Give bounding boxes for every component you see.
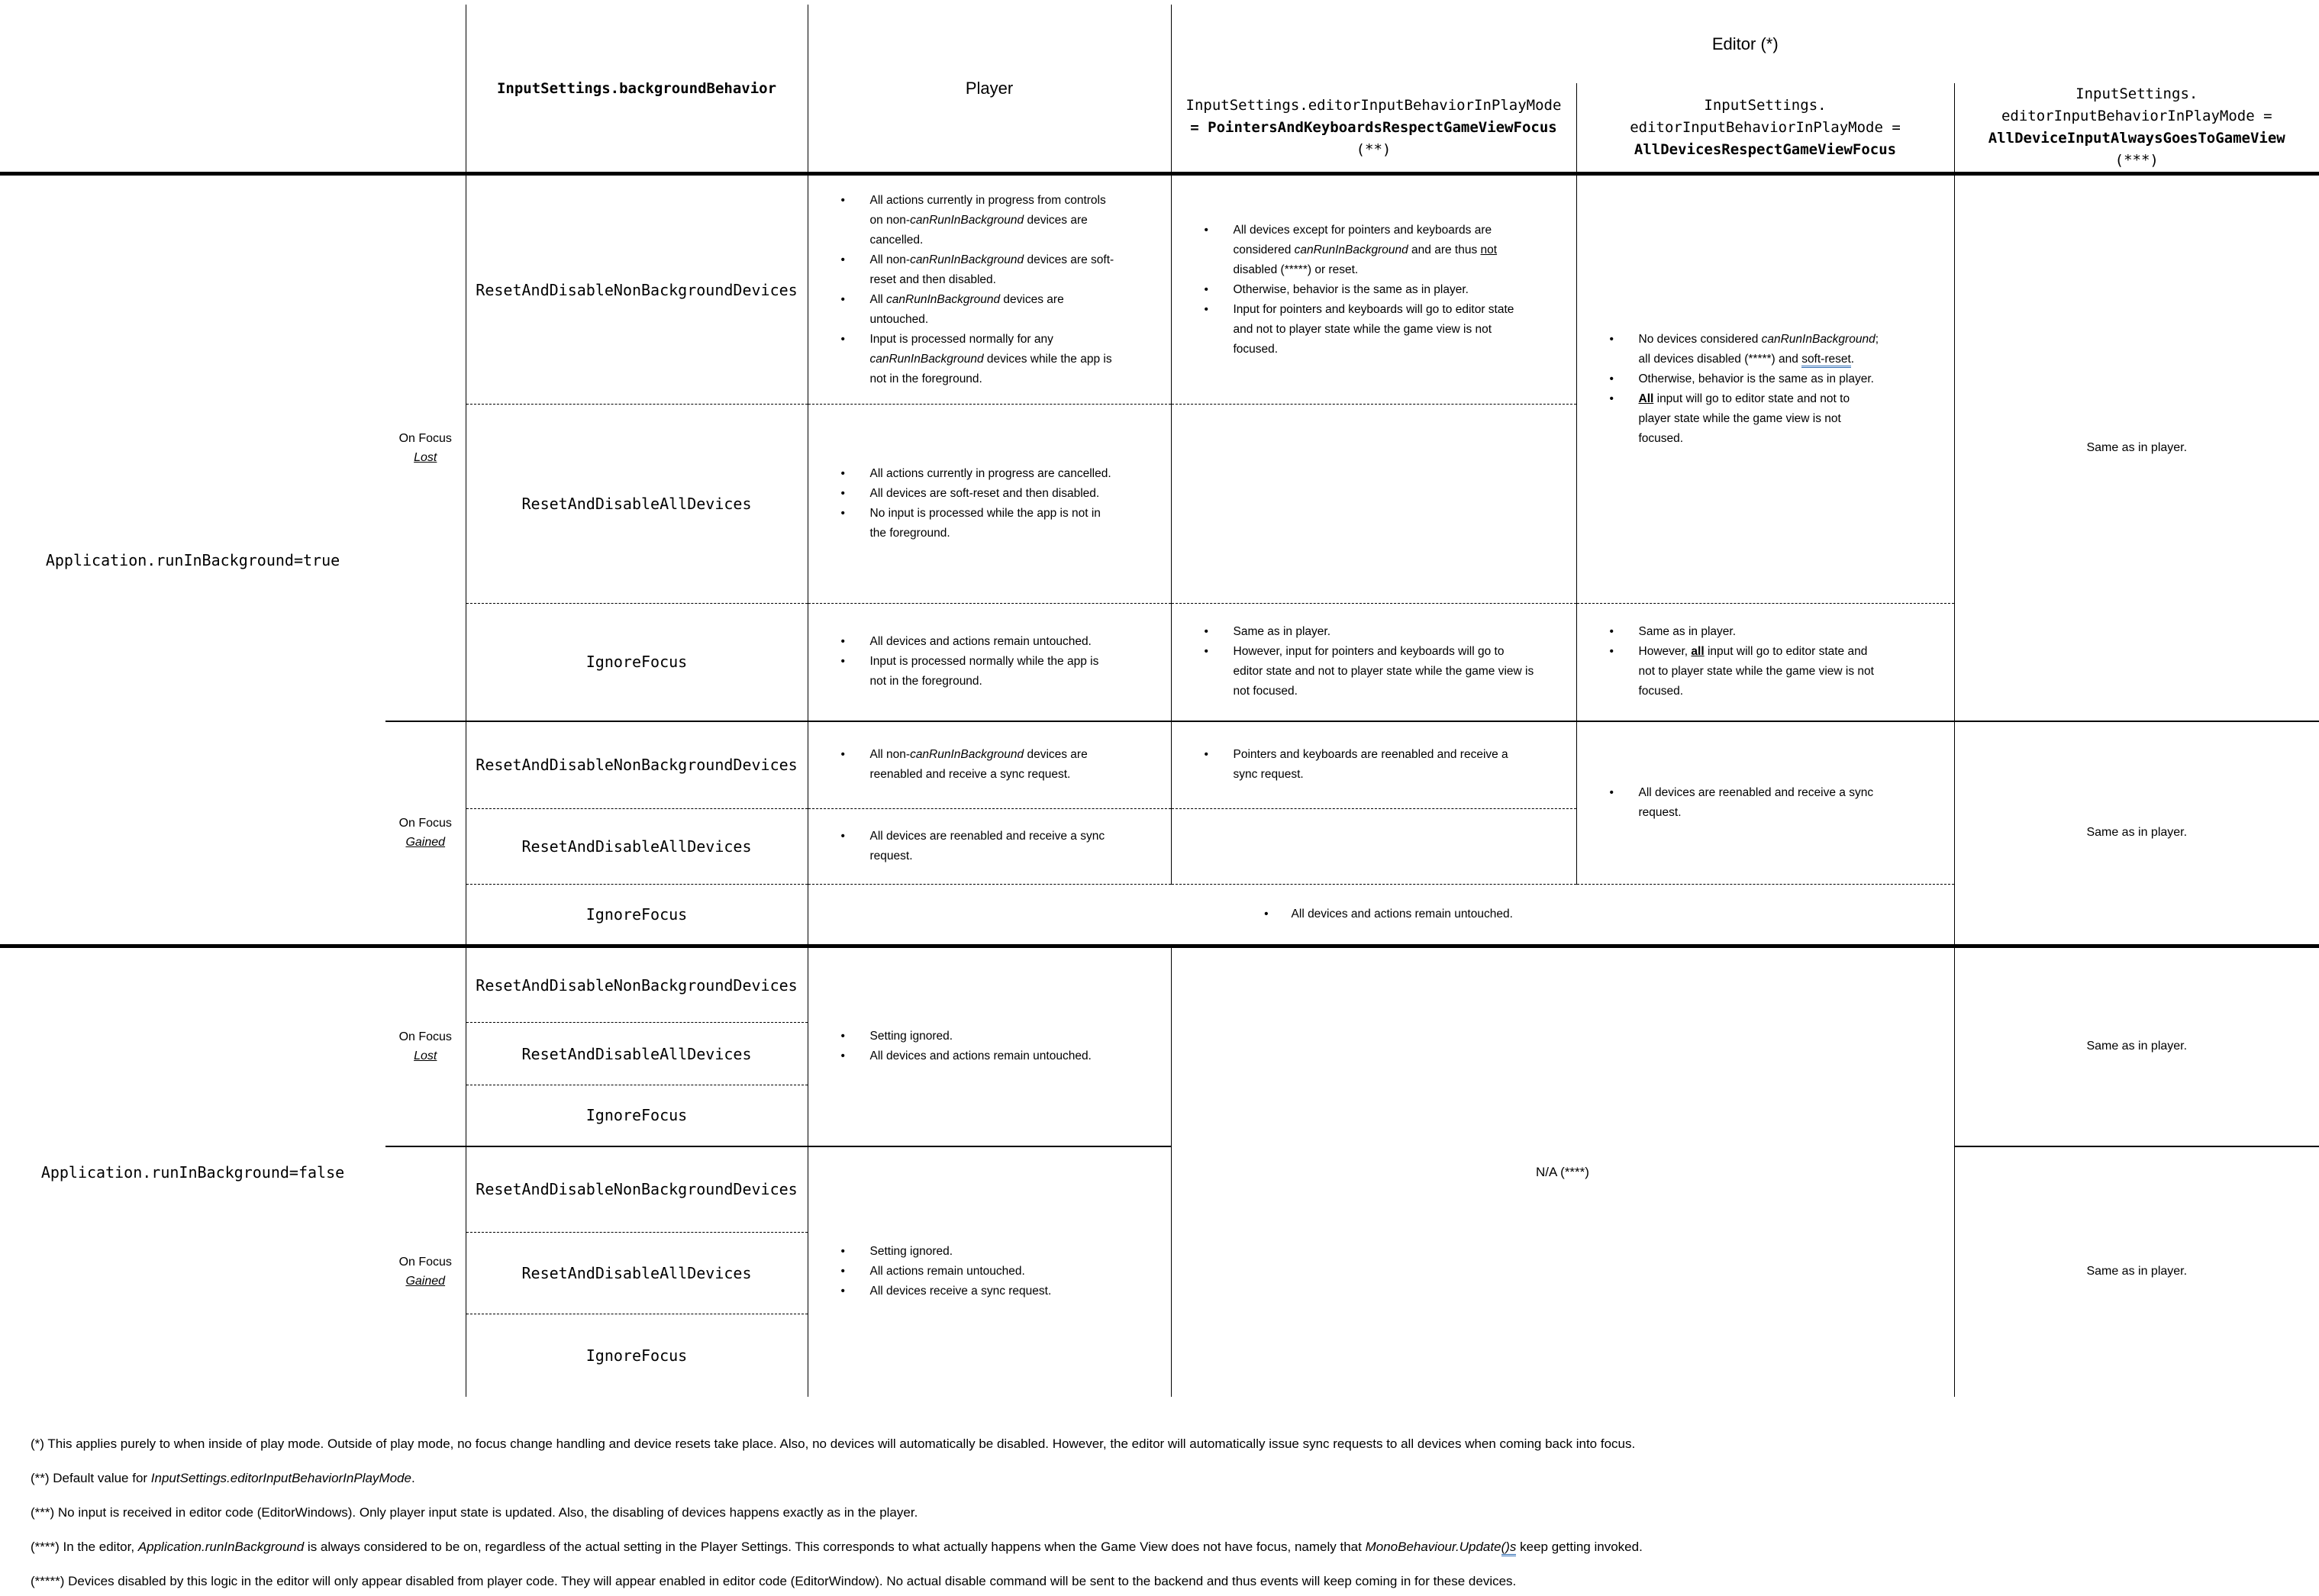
- bullet-item: • All input will go to editor state and not to player state while the game view is not focused.: [1608, 389, 1885, 449]
- bullet-item: • Otherwise, behavior is the same as in player.: [1608, 369, 1885, 389]
- cell-true-lost-ignore-pointers: [1171, 604, 1576, 721]
- on-focus-text: On Focus: [398, 431, 452, 445]
- behavior-resetall: ResetAndDisableAllDevices: [466, 1233, 808, 1314]
- cell-true-gained-ignore-merged: [808, 885, 1954, 946]
- bullet-icon: •: [840, 253, 845, 266]
- footnote-1: (*) This applies purely to when inside of play mode. Outside of play mode, no focus change handling and device resets take place. Also, no devices will automatically be disabled. However, the editor will automatically issue sync requests to all devices when coming back into focus.: [31, 1436, 1636, 1451]
- bullet-item: • However, input for pointers and keyboards will go to editor state and not to player state while the game view is not focused.: [1202, 642, 1534, 701]
- focus-lost-label-true: [385, 174, 466, 721]
- bullet-icon: •: [840, 1265, 845, 1278]
- input-background-behavior-table: [0, 5, 2319, 1397]
- behavior-ignore: IgnoreFocus: [466, 1085, 808, 1146]
- gained-text: Gained: [405, 836, 446, 850]
- lost-text: Lost: [414, 450, 437, 464]
- bullet-icon: •: [1204, 748, 1208, 762]
- bullet-icon: •: [840, 830, 845, 843]
- cell-true-lost-sameasplayer: Same as in player.: [1954, 174, 2319, 721]
- cell-true-lost-resetnonbg-pointers: [1171, 174, 1576, 405]
- cell-true-gained-resetall-pointers-empty: [1171, 809, 1576, 885]
- cell-true-gained-resetnonbg-player: [808, 721, 1171, 809]
- bullet-item: • All canRunInBackground devices are untouched.: [839, 290, 1118, 330]
- footnote-4: (****) In the editor, Application.runInBackground is always considered to be on, regardless of the actual setting in the Player Settings. This corresponds to what actually happens when the Game View does not have focus, namely that MonoBehaviour.Update()s keep getting invoked.: [31, 1540, 2319, 1555]
- bullet-item: • Same as in player.: [1608, 622, 1885, 642]
- bullet-icon: •: [1204, 223, 1208, 237]
- bullet-icon: •: [840, 748, 845, 762]
- bullet-icon: •: [1204, 625, 1208, 639]
- cell-true-gained-resetall-player: [808, 809, 1171, 885]
- footnote-5: (*****) Devices disabled by this logic in the editor will only appear disabled from player code. They will appear enabled in editor code (EditorWindow). No actual disable command will be sent to the backend and thus events will keep coming in for these devices.: [31, 1573, 1517, 1588]
- bullet-item: • Setting ignored.: [839, 1027, 1118, 1046]
- bullet-icon: •: [1609, 625, 1614, 639]
- bullet-item: • All devices except for pointers and keyboards are considered canRunInBackground and are thus not disabled (*****) or reset.: [1202, 221, 1534, 280]
- header-all-device-input-always: InputSettings. editorInputBehaviorInPlayMode = AllDeviceInputAlwaysGoesToGameView (***): [1954, 83, 2319, 174]
- bullet-icon: •: [1609, 645, 1614, 659]
- cell-true-lost-resetall-pointers-empty: [1171, 405, 1576, 604]
- behavior-resetall: ResetAndDisableAllDevices: [466, 1023, 808, 1085]
- bullet-item: • Input for pointers and keyboards will go to editor state and not to player state while the game view is not focused.: [1202, 300, 1534, 360]
- bullet-icon: •: [840, 1285, 845, 1298]
- bullet-icon: •: [1204, 282, 1208, 296]
- focus-lost-label-false: [385, 946, 466, 1146]
- bullet-item: • Otherwise, behavior is the same as in player.: [1202, 280, 1534, 300]
- bullet-icon: •: [1609, 333, 1614, 346]
- bullet-item: • All non-canRunInBackground devices are soft-reset and then disabled.: [839, 250, 1118, 290]
- focus-gained-label-false: [385, 1146, 466, 1397]
- header-empty-group: [0, 5, 385, 174]
- bullet-icon: •: [1264, 908, 1269, 921]
- bullet-item: • All actions remain untouched.: [839, 1262, 1118, 1282]
- bullet-icon: •: [1204, 645, 1208, 659]
- bullet-icon: •: [840, 292, 845, 306]
- cell-false-na: N/A (****): [1171, 946, 1954, 1397]
- cell-true-lost-alldevices: [1576, 174, 1954, 604]
- behavior-resetnonbg: ResetAndDisableNonBackgroundDevices: [466, 946, 808, 1023]
- bullet-icon: •: [840, 1049, 845, 1063]
- bullet-icon: •: [840, 1030, 845, 1043]
- header-editor-group: Editor (*): [1171, 5, 2319, 83]
- on-focus-text: On Focus: [398, 1256, 452, 1269]
- bullet-icon: •: [1609, 392, 1614, 405]
- group-label-runinbackground-true: Application.runInBackground=true: [0, 174, 385, 946]
- bullet-icon: •: [840, 655, 845, 669]
- behavior-resetall: ResetAndDisableAllDevices: [466, 405, 808, 604]
- cell-false-gained-player: [808, 1146, 1171, 1397]
- cell-true-gained-resetnonbg-pointers: [1171, 721, 1576, 809]
- cell-true-lost-resetall-player: [808, 405, 1171, 604]
- on-focus-text: On Focus: [398, 817, 452, 830]
- bullet-icon: •: [840, 1245, 845, 1258]
- footnote-2: (**) Default value for InputSettings.editorInputBehaviorInPlayMode.: [31, 1470, 415, 1485]
- cell-true-gained-sameasplayer: Same as in player.: [1954, 721, 2319, 946]
- behavior-resetnonbg: ResetAndDisableNonBackgroundDevices: [466, 721, 808, 809]
- bullet-icon: •: [840, 507, 845, 520]
- behavior-resetnonbg: ResetAndDisableNonBackgroundDevices: [466, 1146, 808, 1233]
- cell-true-lost-ignore-alldevices: [1576, 604, 1954, 721]
- on-focus-text: On Focus: [398, 1030, 452, 1044]
- bullet-item: • Input is processed normally while the app is not in the foreground.: [839, 652, 1118, 692]
- bullet-item: • All devices and actions remain untouched.: [839, 904, 1939, 924]
- bullet-item: • Input is processed normally for any canRunInBackground devices while the app is not in the foreground.: [839, 330, 1118, 389]
- bullet-icon: •: [840, 487, 845, 500]
- lost-text: Lost: [414, 1049, 437, 1063]
- bullet-item: • Setting ignored.: [839, 1242, 1118, 1262]
- cell-false-gained-sameasplayer: Same as in player.: [1954, 1146, 2319, 1397]
- bullet-icon: •: [840, 332, 845, 346]
- cell-true-lost-resetnonbg-player: [808, 174, 1171, 405]
- behavior-resetnonbg: ResetAndDisableNonBackgroundDevices: [466, 174, 808, 405]
- footnote-3: (***) No input is received in editor code (EditorWindows). Only player input state is updated. Also, the disabling of devices happens exactly as in the player.: [31, 1504, 918, 1520]
- behavior-ignore: IgnoreFocus: [466, 885, 808, 946]
- bullet-item: • No input is processed while the app is not in the foreground.: [839, 504, 1118, 543]
- bullet-icon: •: [840, 635, 845, 649]
- bullet-item: • All actions currently in progress are cancelled.: [839, 464, 1118, 484]
- bullet-icon: •: [1204, 302, 1208, 316]
- footnotes-section: [31, 1436, 2319, 1589]
- bullet-icon: •: [840, 193, 845, 207]
- bullet-item: • All devices and actions remain untouched.: [839, 1046, 1118, 1066]
- bullet-item: • No devices considered canRunInBackground; all devices disabled (*****) and soft-reset.: [1608, 330, 1885, 369]
- bullet-icon: •: [840, 467, 845, 480]
- cell-false-lost-player: [808, 946, 1171, 1146]
- cell-true-gained-alldevices: [1576, 721, 1954, 885]
- header-background-behavior: InputSettings.backgroundBehavior: [466, 5, 808, 174]
- bullet-item: • All devices are reenabled and receive a sync request.: [1608, 783, 1885, 823]
- header-all-devices-respect: InputSettings. editorInputBehaviorInPlayMode = AllDevicesRespectGameViewFocus: [1576, 83, 1954, 174]
- bullet-icon: •: [1609, 372, 1614, 385]
- bullet-item: • All devices are soft-reset and then disabled.: [839, 484, 1118, 504]
- focus-gained-label-true: [385, 721, 466, 946]
- behavior-ignore: IgnoreFocus: [466, 604, 808, 721]
- bullet-item: • All devices are reenabled and receive a sync request.: [839, 827, 1118, 866]
- bullet-item: • All devices and actions remain untouched.: [839, 632, 1118, 652]
- bullet-item: • All actions currently in progress from controls on non-canRunInBackground devices are cancelled.: [839, 191, 1118, 250]
- header-pointers-and-keyboards: InputSettings.editorInputBehaviorInPlayMode = PointersAndKeyboardsRespectGameViewFocus (**): [1171, 83, 1576, 174]
- group-label-runinbackground-false: Application.runInBackground=false: [40, 1162, 345, 1182]
- bullet-item: • Same as in player.: [1202, 622, 1534, 642]
- behavior-resetall: ResetAndDisableAllDevices: [466, 809, 808, 885]
- bullet-item: • Pointers and keyboards are reenabled and receive a sync request.: [1202, 745, 1534, 785]
- bullet-item: • However, all input will go to editor state and not to player state while the game view is not focused.: [1608, 642, 1885, 701]
- header-empty-focus: [385, 5, 466, 174]
- header-player: Player: [808, 5, 1171, 174]
- gained-text: Gained: [405, 1275, 446, 1288]
- bullet-item: • All non-canRunInBackground devices are reenabled and receive a sync request.: [839, 745, 1118, 785]
- behavior-ignore: IgnoreFocus: [466, 1314, 808, 1397]
- row-false-lost-resetnonbg: [0, 946, 2319, 1023]
- bullet-icon: •: [1609, 785, 1614, 799]
- cell-true-lost-ignore-player: [808, 604, 1171, 721]
- row-true-lost-resetnonbg: [0, 174, 2319, 405]
- header-row-editor: [0, 5, 2319, 83]
- bullet-item: • All devices receive a sync request.: [839, 1282, 1118, 1301]
- cell-false-lost-sameasplayer: Same as in player.: [1954, 946, 2319, 1146]
